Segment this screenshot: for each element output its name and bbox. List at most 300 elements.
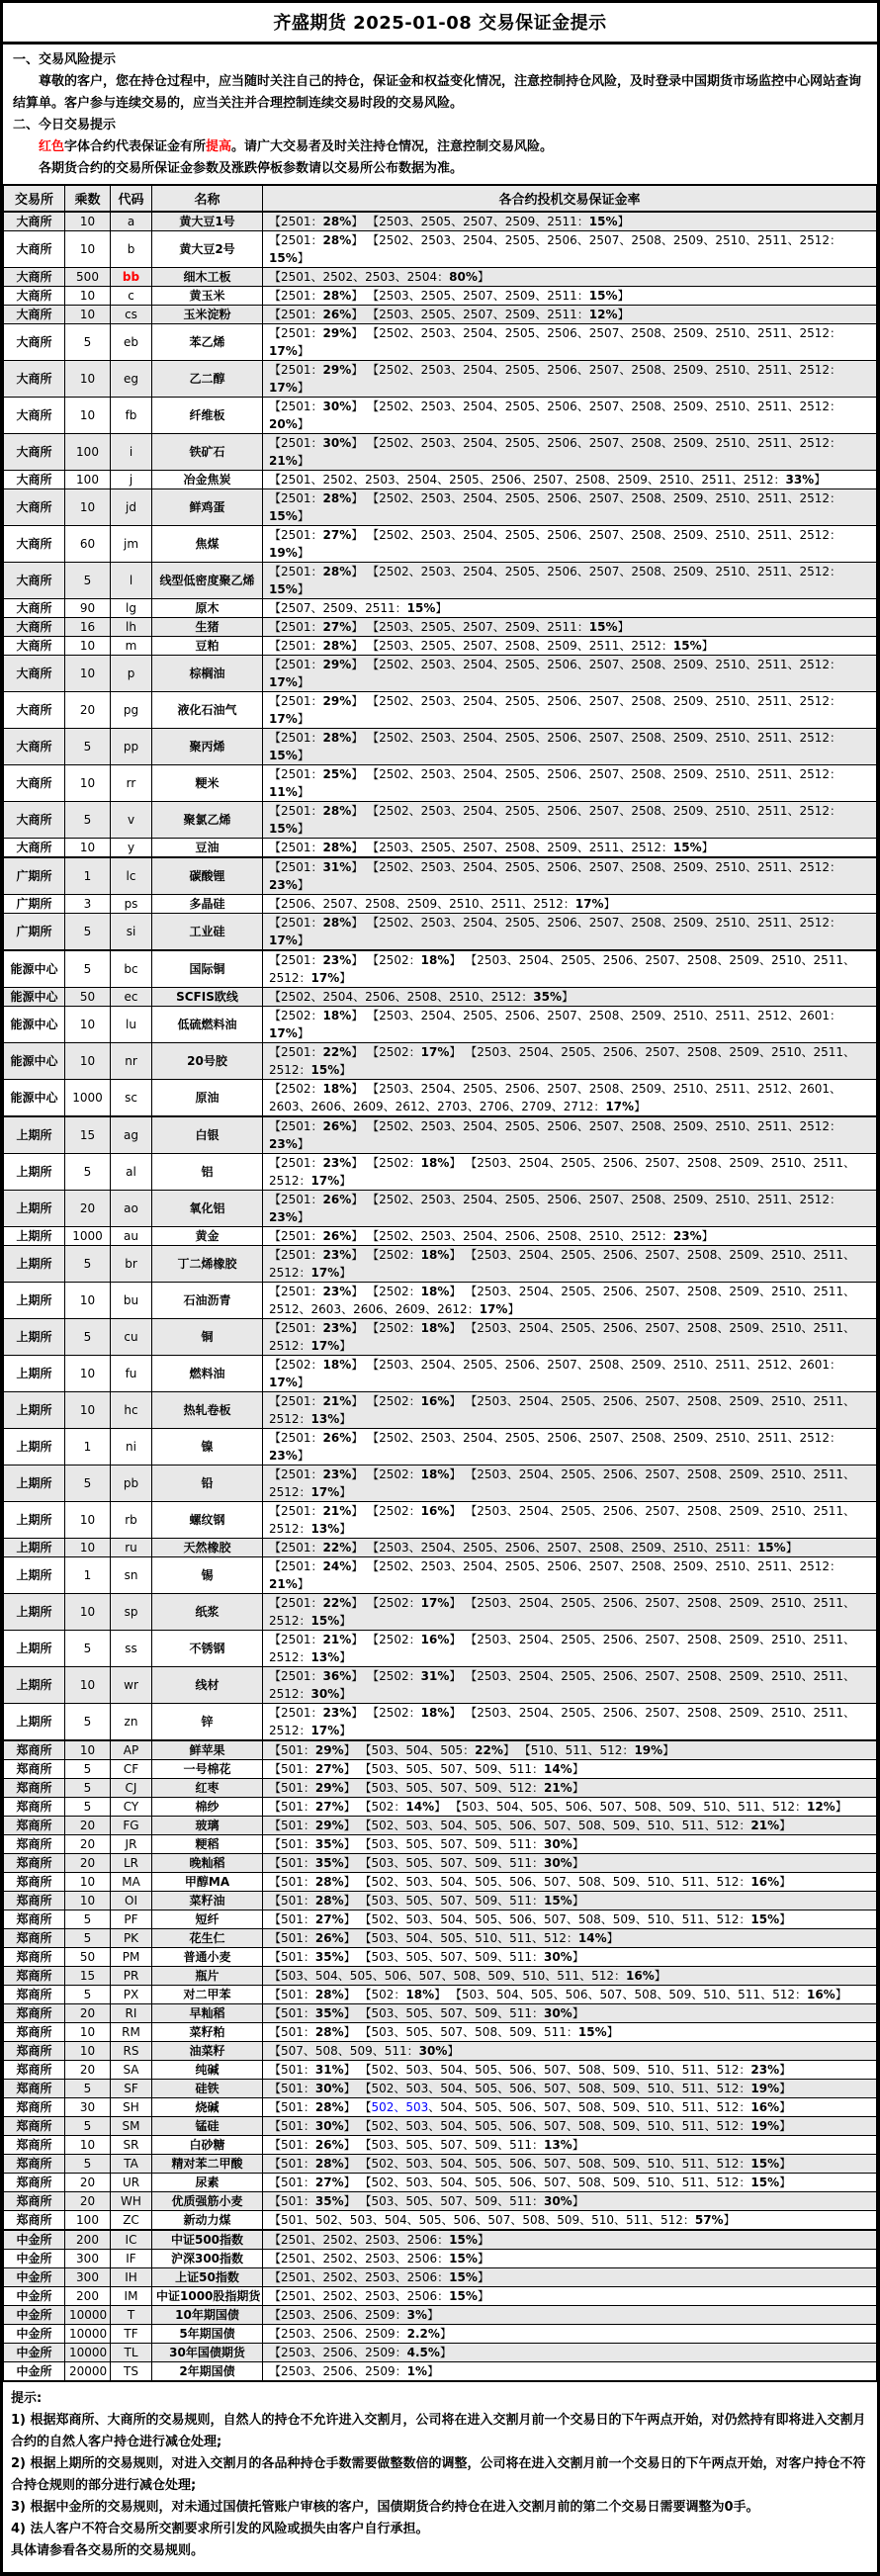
cell-margin-rates: 【2501：28%】 【2502、2503、2504、2505、2506、2507、2508、2509、2510、2511、2512：15%】 <box>263 563 877 599</box>
table-row <box>4 2287 877 2306</box>
cell-multiplier: 20 <box>65 2061 111 2080</box>
table-row <box>4 2080 877 2098</box>
footer-line: 4) 法人客户不符合交易所交割要求所引发的风险或损失由客户自行承担。 <box>11 2522 429 2536</box>
cell-code: PR <box>111 1967 152 1986</box>
red-word: 红色 <box>39 139 65 154</box>
cell-code: TF <box>111 2325 152 2344</box>
cell-margin-rates: 【2501：26%】 【2502、2503、2504、2505、2506、2507、2508、2509、2510、2511、2512：23%】 <box>263 1116 877 1154</box>
cell-name: 棉纱 <box>152 1798 263 1817</box>
cell-exchange: 能源中心 <box>4 1043 65 1080</box>
table-row <box>4 287 877 306</box>
cell-exchange: 大商所 <box>4 212 65 231</box>
table-row <box>4 1319 877 1356</box>
table-row <box>4 2023 877 2042</box>
cell-exchange: 上期所 <box>4 1594 65 1631</box>
cell-exchange: 郑商所 <box>4 2080 65 2098</box>
cell-exchange: 郑商所 <box>4 1854 65 1873</box>
table-row <box>4 1246 877 1283</box>
margin-table <box>3 184 877 2382</box>
table-row <box>4 2325 877 2344</box>
footer-line: 提示: <box>11 2391 43 2406</box>
cell-name: 黄玉米 <box>152 287 263 306</box>
cell-margin-rates: 【2501：28%】 【2503、2505、2507、2508、2509、2511、2512：15%】 <box>263 637 877 656</box>
cell-margin-rates: 【2501：21%】 【2502：16%】 【2503、2504、2505、2506、2507、2508、2509、2510、2511、2512：13%】 <box>263 1392 877 1429</box>
cell-multiplier: 10 <box>65 1667 111 1704</box>
cell-margin-rates: 【501：31%】 【502、503、504、505、506、507、508、509、510、511、512：23%】 <box>263 2061 877 2080</box>
cell-multiplier: 5 <box>65 1154 111 1191</box>
table-row <box>4 471 877 489</box>
cell-code: CJ <box>111 1779 152 1798</box>
table-row <box>4 563 877 599</box>
cell-margin-rates: 【2501、2502、2503、2506：15%】 <box>263 2250 877 2268</box>
cell-code: SF <box>111 2080 152 2098</box>
cell-name: 烧碱 <box>152 2098 263 2117</box>
cell-margin-rates: 【2501：26%】 【2502、2503、2504、2506、2508、2510、2512：23%】 <box>263 1227 877 1246</box>
cell-margin-rates: 【2502、2504、2506、2508、2510、2512：35%】 <box>263 988 877 1007</box>
cell-name: 中证500指数 <box>152 2230 263 2250</box>
col-header-margin-rates: 各合约投机交易保证金率 <box>263 185 877 212</box>
cell-code: sp <box>111 1594 152 1631</box>
cell-multiplier: 20 <box>65 1817 111 1835</box>
col-header-code: 代码 <box>111 185 152 212</box>
cell-name: 聚氯乙烯 <box>152 802 263 839</box>
cell-name: 锌 <box>152 1704 263 1741</box>
cell-name: 纯碱 <box>152 2061 263 2080</box>
col-header-multiplier: 乘数 <box>65 185 111 212</box>
cell-name: 早籼稻 <box>152 2004 263 2023</box>
table-row <box>4 2061 877 2080</box>
cell-multiplier: 10 <box>65 1892 111 1910</box>
table-row <box>4 1854 877 1873</box>
cell-exchange: 大商所 <box>4 637 65 656</box>
cell-name: 工业硅 <box>152 914 263 951</box>
cell-exchange: 能源中心 <box>4 950 65 988</box>
cell-code: SM <box>111 2117 152 2136</box>
cell-code: TS <box>111 2362 152 2382</box>
cell-name: 优质强筋小麦 <box>152 2192 263 2211</box>
cell-margin-rates: 【2502：18%】 【2503、2504、2505、2506、2507、2508、2509、2510、2511、2512、2601：17%】 <box>263 1007 877 1043</box>
cell-multiplier: 1000 <box>65 1080 111 1117</box>
cell-multiplier: 10 <box>65 1356 111 1392</box>
table-row <box>4 361 877 398</box>
cell-code: fb <box>111 398 152 434</box>
cell-name: 液化石油气 <box>152 692 263 729</box>
cell-exchange: 郑商所 <box>4 1817 65 1835</box>
cell-exchange: 郑商所 <box>4 1835 65 1854</box>
cell-margin-rates: 【501：30%】 【502、503、504、505、506、507、508、509、510、511、512：19%】 <box>263 2080 877 2098</box>
cell-exchange: 上期所 <box>4 1227 65 1246</box>
cell-exchange: 郑商所 <box>4 1760 65 1779</box>
cell-exchange: 上期所 <box>4 1631 65 1667</box>
cell-margin-rates: 【2501：36%】 【2502：31%】 【2503、2504、2505、2506、2507、2508、2509、2510、2511、2512：30%】 <box>263 1667 877 1704</box>
cell-name: 燃料油 <box>152 1356 263 1392</box>
cell-multiplier: 10000 <box>65 2325 111 2344</box>
cell-multiplier: 10000 <box>65 2306 111 2325</box>
cell-margin-rates: 【2501：29%】 【2502、2503、2504、2505、2506、2507、2508、2509、2510、2511、2512：17%】 <box>263 361 877 398</box>
cell-name: 黄金 <box>152 1227 263 1246</box>
today-highlight-line <box>13 136 867 158</box>
cell-exchange: 郑商所 <box>4 1929 65 1948</box>
cell-name: 纤维板 <box>152 398 263 434</box>
cell-code: lc <box>111 857 152 895</box>
cell-exchange: 中金所 <box>4 2250 65 2268</box>
footer-notes <box>3 2382 877 2572</box>
cell-code: bu <box>111 1283 152 1319</box>
cell-multiplier: 5 <box>65 729 111 765</box>
cell-exchange: 郑商所 <box>4 2117 65 2136</box>
cell-name: 白砂糖 <box>152 2136 263 2155</box>
cell-multiplier: 15 <box>65 1967 111 1986</box>
cell-name: 线型低密度聚乙烯 <box>152 563 263 599</box>
cell-multiplier: 10 <box>65 1539 111 1557</box>
table-row <box>4 1080 877 1117</box>
cell-multiplier: 5 <box>65 2080 111 2098</box>
cell-multiplier: 100 <box>65 2211 111 2231</box>
cell-exchange: 上期所 <box>4 1704 65 1741</box>
cell-margin-rates: 【501：35%】 【503、505、507、509、511：30%】 <box>263 2192 877 2211</box>
cell-name: 天然橡胶 <box>152 1539 263 1557</box>
cell-exchange: 郑商所 <box>4 2192 65 2211</box>
cell-multiplier: 10 <box>65 212 111 231</box>
cell-multiplier: 10 <box>65 1392 111 1429</box>
cell-name: 多晶硅 <box>152 895 263 914</box>
cell-multiplier: 5 <box>65 950 111 988</box>
cell-margin-rates: 【2501、2502、2503、2506：15%】 <box>263 2230 877 2250</box>
cell-code: lu <box>111 1007 152 1043</box>
cell-exchange: 上期所 <box>4 1319 65 1356</box>
cell-exchange: 郑商所 <box>4 1740 65 1760</box>
cell-code: al <box>111 1154 152 1191</box>
table-row <box>4 2268 877 2287</box>
table-row <box>4 1667 877 1704</box>
cell-exchange: 郑商所 <box>4 1798 65 1817</box>
cell-code: rr <box>111 765 152 802</box>
table-row <box>4 306 877 324</box>
cell-code: CF <box>111 1760 152 1779</box>
cell-multiplier: 10 <box>65 1873 111 1892</box>
cell-name: 铝 <box>152 1154 263 1191</box>
cell-name: 棕榈油 <box>152 656 263 692</box>
cell-multiplier: 5 <box>65 2155 111 2174</box>
cell-margin-rates: 【2501：23%】 【2502：18%】 【2503、2504、2505、2506、2507、2508、2509、2510、2511、2512、2603、2606、2609、2612：17%】 <box>263 1283 877 1319</box>
highlight-rest-text: 。请广大交易者及时关注持仓情况，注意控制交易风险。 <box>231 139 554 154</box>
cell-multiplier: 5 <box>65 1631 111 1667</box>
cell-margin-rates: 【2501：23%】 【2502：18%】 【2503、2504、2505、2506、2507、2508、2509、2510、2511、2512：17%】 <box>263 1319 877 1356</box>
cell-code: pp <box>111 729 152 765</box>
cell-multiplier: 10 <box>65 2042 111 2061</box>
cell-exchange: 大商所 <box>4 306 65 324</box>
cell-margin-rates: 【2501：24%】 【2502、2503、2504、2505、2506、2507、2508、2509、2510、2511、2512：21%】 <box>263 1557 877 1594</box>
table-row <box>4 231 877 268</box>
cell-name: 热轧卷板 <box>152 1392 263 1429</box>
cell-multiplier: 5 <box>65 1798 111 1817</box>
cell-name: 2年期国债 <box>152 2362 263 2382</box>
table-header-row <box>4 185 877 212</box>
cell-code: ec <box>111 988 152 1007</box>
cell-multiplier: 500 <box>65 268 111 287</box>
cell-margin-rates: 【2501：23%】 【2502：18%】 【2503、2504、2505、2506、2507、2508、2509、2510、2511、2512：17%】 <box>263 950 877 988</box>
cell-margin-rates: 【2501：26%】 【2502、2503、2504、2505、2506、2507、2508、2509、2510、2511、2512：23%】 <box>263 1429 877 1466</box>
cell-name: 氧化铝 <box>152 1191 263 1227</box>
cell-exchange: 大商所 <box>4 563 65 599</box>
cell-margin-rates: 【2501：28%】 【2503、2505、2507、2509、2511：15%】 <box>263 287 877 306</box>
cell-code: RM <box>111 2023 152 2042</box>
cell-code: TA <box>111 2155 152 2174</box>
cell-margin-rates: 【501、502、503、504、505、506、507、508、509、510、511、512：57%】 <box>263 2211 877 2231</box>
cell-exchange: 能源中心 <box>4 1080 65 1117</box>
cell-margin-rates: 【501：27%】 【502、503、504、505、506、507、508、509、510、511、512：15%】 <box>263 1910 877 1929</box>
table-row <box>4 2230 877 2250</box>
table-row <box>4 212 877 231</box>
table-row <box>4 526 877 563</box>
cell-multiplier: 10000 <box>65 2344 111 2362</box>
cell-name: 精对苯二甲酸 <box>152 2155 263 2174</box>
cell-exchange: 上期所 <box>4 1667 65 1704</box>
table-row <box>4 1154 877 1191</box>
cell-code: IH <box>111 2268 152 2287</box>
cell-name: 对二甲苯 <box>152 1986 263 2004</box>
cell-name: 生猪 <box>152 618 263 637</box>
cell-exchange: 广期所 <box>4 895 65 914</box>
table-row <box>4 324 877 361</box>
cell-exchange: 郑商所 <box>4 1779 65 1798</box>
cell-name: 豆油 <box>152 839 263 858</box>
cell-code: FG <box>111 1817 152 1835</box>
cell-code: jd <box>111 489 152 526</box>
cell-multiplier: 10 <box>65 765 111 802</box>
cell-exchange: 上期所 <box>4 1283 65 1319</box>
cell-multiplier: 5 <box>65 1760 111 1779</box>
cell-multiplier: 200 <box>65 2230 111 2250</box>
cell-exchange: 能源中心 <box>4 988 65 1007</box>
table-row <box>4 2250 877 2268</box>
table-row <box>4 1356 877 1392</box>
cell-name: 黄大豆2号 <box>152 231 263 268</box>
cell-multiplier: 100 <box>65 471 111 489</box>
cell-margin-rates: 【2501：22%】 【2502：17%】 【2503、2504、2505、2506、2507、2508、2509、2510、2511、2512：15%】 <box>263 1043 877 1080</box>
cell-multiplier: 20 <box>65 692 111 729</box>
cell-multiplier: 90 <box>65 599 111 618</box>
cell-code: cu <box>111 1319 152 1356</box>
cell-name: 玻璃 <box>152 1817 263 1835</box>
cell-name: 碳酸锂 <box>152 857 263 895</box>
cell-name: 国际铜 <box>152 950 263 988</box>
cell-margin-rates: 【2501：29%】 【2502、2503、2504、2505、2506、2507、2508、2509、2510、2511、2512：17%】 <box>263 324 877 361</box>
cell-exchange: 大商所 <box>4 324 65 361</box>
cell-code: rb <box>111 1502 152 1539</box>
table-row <box>4 1429 877 1466</box>
cell-code: RI <box>111 2004 152 2023</box>
cell-code: PK <box>111 1929 152 1948</box>
cell-code: PX <box>111 1986 152 2004</box>
cell-exchange: 上期所 <box>4 1154 65 1191</box>
cell-exchange: 中金所 <box>4 2362 65 2382</box>
cell-code: UR <box>111 2174 152 2192</box>
cell-name: 细木工板 <box>152 268 263 287</box>
cell-name: 线材 <box>152 1667 263 1704</box>
table-row <box>4 398 877 434</box>
cell-name: 丁二烯橡胶 <box>152 1246 263 1283</box>
table-row <box>4 2344 877 2362</box>
cell-name: 鲜鸡蛋 <box>152 489 263 526</box>
cell-multiplier: 10 <box>65 839 111 858</box>
table-row <box>4 988 877 1007</box>
cell-name: 原木 <box>152 599 263 618</box>
table-row <box>4 1704 877 1741</box>
table-row <box>4 1948 877 1967</box>
cell-multiplier: 10 <box>65 656 111 692</box>
cell-code: l <box>111 563 152 599</box>
cell-name: 20号胶 <box>152 1043 263 1080</box>
cell-multiplier: 5 <box>65 1910 111 1929</box>
cell-code: ss <box>111 1631 152 1667</box>
cell-exchange: 能源中心 <box>4 1007 65 1043</box>
cell-margin-rates: 【2502：18%】 【2503、2504、2505、2506、2507、2508、2509、2510、2511、2512、2601、2603、2606、2609、2612、2703、2706、2709、2712：17%】 <box>263 1080 877 1117</box>
cell-code: a <box>111 212 152 231</box>
table-row <box>4 1283 877 1319</box>
cell-multiplier: 10 <box>65 637 111 656</box>
table-row <box>4 637 877 656</box>
cell-margin-rates: 【2501、2502、2503、2506：15%】 <box>263 2287 877 2306</box>
cell-multiplier: 60 <box>65 526 111 563</box>
cell-margin-rates: 【2501：28%】 【2503、2505、2507、2508、2509、2511、2512：15%】 <box>263 839 877 858</box>
cell-code: ag <box>111 1116 152 1154</box>
cell-name: 螺纹钢 <box>152 1502 263 1539</box>
cell-name: 锰硅 <box>152 2117 263 2136</box>
cell-margin-rates: 【2501：23%】 【2502：18%】 【2503、2504、2505、2506、2507、2508、2509、2510、2511、2512：17%】 <box>263 1466 877 1502</box>
cell-margin-rates: 【2507、2509、2511：15%】 <box>263 599 877 618</box>
cell-name: 硅铁 <box>152 2080 263 2098</box>
cell-multiplier: 5 <box>65 1246 111 1283</box>
cell-name: 粳米 <box>152 765 263 802</box>
cell-exchange: 大商所 <box>4 268 65 287</box>
cell-multiplier: 1 <box>65 857 111 895</box>
cell-margin-rates: 【501：28%】 【503、505、507、508、509、511：15%】 <box>263 2023 877 2042</box>
cell-exchange: 大商所 <box>4 489 65 526</box>
cell-multiplier: 10 <box>65 1283 111 1319</box>
cell-margin-rates: 【2501：26%】 【2502、2503、2504、2505、2506、2507、2508、2509、2510、2511、2512：23%】 <box>263 1191 877 1227</box>
table-row <box>4 1007 877 1043</box>
cell-margin-rates: 【507、508、509、511：30%】 <box>263 2042 877 2061</box>
cell-exchange: 郑商所 <box>4 2211 65 2231</box>
cell-multiplier: 50 <box>65 1948 111 1967</box>
table-row <box>4 2362 877 2382</box>
cell-exchange: 郑商所 <box>4 2061 65 2080</box>
cell-name: SCFIS欧线 <box>152 988 263 1007</box>
cell-exchange: 上期所 <box>4 1392 65 1429</box>
cell-multiplier: 10 <box>65 1502 111 1539</box>
cell-margin-rates: 【2501：28%】 【2502、2503、2504、2505、2506、2507、2508、2509、2510、2511、2512：15%】 <box>263 729 877 765</box>
cell-code: bc <box>111 950 152 988</box>
cell-code: SH <box>111 2098 152 2117</box>
table-row <box>4 802 877 839</box>
cell-exchange: 郑商所 <box>4 1892 65 1910</box>
cell-margin-rates: 【2501：25%】 【2502、2503、2504、2505、2506、2507、2508、2509、2510、2511、2512：11%】 <box>263 765 877 802</box>
footer-line: 3) 根据中金所的交易规则，对未通过国债托管账户审核的客户，国债期货合约持仓在进入交割月前的第二个交易日需要调整为0手。 <box>11 2500 759 2515</box>
cell-multiplier: 15 <box>65 1116 111 1154</box>
cell-multiplier: 5 <box>65 1704 111 1741</box>
cell-code: hc <box>111 1392 152 1429</box>
table-row <box>4 618 877 637</box>
cell-name: 低硫燃料油 <box>152 1007 263 1043</box>
cell-exchange: 中金所 <box>4 2268 65 2287</box>
cell-margin-rates: 【501：29%】 【502、503、504、505、506、507、508、509、510、511、512：21%】 <box>263 1817 877 1835</box>
cell-code: PM <box>111 1948 152 1967</box>
table-row <box>4 692 877 729</box>
cell-exchange: 大商所 <box>4 398 65 434</box>
cell-code: lh <box>111 618 152 637</box>
cell-margin-rates: 【501：30%】 【502、503、504、505、506、507、508、509、510、511、512：19%】 <box>263 2117 877 2136</box>
cell-code: y <box>111 839 152 858</box>
footer-line: 2) 根据上期所的交易规则，对进入交割月的各品种持仓手数需要做整数倍的调整，公司将在进入交割月前一个交易日的下午两点开始，对客户持仓不符合持仓规则的部分进行减仓处理; <box>11 2456 866 2493</box>
cell-multiplier: 5 <box>65 1986 111 2004</box>
cell-multiplier: 50 <box>65 988 111 1007</box>
cell-margin-rates: 【2501：28%】 【2503、2505、2507、2509、2511：15%】 <box>263 212 877 231</box>
table-row <box>4 914 877 951</box>
table-row <box>4 1392 877 1429</box>
cell-margin-rates: 【501：28%】 【502、503、504、505、506、507、508、509、510、511、512：15%】 <box>263 2155 877 2174</box>
cell-name: 石油沥青 <box>152 1283 263 1319</box>
cell-multiplier: 10 <box>65 1043 111 1080</box>
cell-exchange: 中金所 <box>4 2230 65 2250</box>
cell-code: IF <box>111 2250 152 2268</box>
cell-margin-rates: 【2501、2502、2503、2504：80%】 <box>263 268 877 287</box>
cell-exchange: 大商所 <box>4 471 65 489</box>
cell-multiplier: 5 <box>65 324 111 361</box>
cell-code: i <box>111 434 152 471</box>
cell-multiplier: 10 <box>65 489 111 526</box>
cell-exchange: 中金所 <box>4 2325 65 2344</box>
table-row <box>4 1043 877 1080</box>
cell-multiplier: 5 <box>65 2117 111 2136</box>
cell-multiplier: 5 <box>65 802 111 839</box>
col-header-exchange: 交易所 <box>4 185 65 212</box>
table-row <box>4 489 877 526</box>
exchange-param-line: 各期货合约的交易所保证金参数及涨跌停板参数请以交易所公布数据为准。 <box>39 161 464 176</box>
cell-code: p <box>111 656 152 692</box>
table-row <box>4 1191 877 1227</box>
cell-margin-rates: 【2501：23%】 【2502：18%】 【2503、2504、2505、2506、2507、2508、2509、2510、2511、2512：17%】 <box>263 1154 877 1191</box>
cell-multiplier: 5 <box>65 914 111 951</box>
table-row <box>4 857 877 895</box>
cell-name: 不锈钢 <box>152 1631 263 1667</box>
cell-name: 菜籽粕 <box>152 2023 263 2042</box>
cell-exchange: 上期所 <box>4 1246 65 1283</box>
cell-margin-rates: 【2503、2506、2509：4.5%】 <box>263 2344 877 2362</box>
raise-word: 提高 <box>206 139 232 154</box>
highlight-mid-text: 字体合约代表保证金有所 <box>64 139 207 154</box>
cell-code: j <box>111 471 152 489</box>
table-row <box>4 1760 877 1779</box>
cell-multiplier: 10 <box>65 398 111 434</box>
cell-exchange: 郑商所 <box>4 2098 65 2117</box>
cell-multiplier: 20 <box>65 1835 111 1854</box>
table-row <box>4 2306 877 2325</box>
cell-name: 聚丙烯 <box>152 729 263 765</box>
cell-multiplier: 5 <box>65 563 111 599</box>
table-row <box>4 1986 877 2004</box>
cell-exchange: 上期所 <box>4 1557 65 1594</box>
cell-name: 花生仁 <box>152 1929 263 1948</box>
cell-exchange: 大商所 <box>4 434 65 471</box>
cell-exchange: 上期所 <box>4 1466 65 1502</box>
table-row <box>4 434 877 471</box>
cell-multiplier: 20 <box>65 2192 111 2211</box>
cell-name: 一号棉花 <box>152 1760 263 1779</box>
cell-margin-rates: 【2501：22%】 【2502：17%】 【2503、2504、2505、2506、2507、2508、2509、2510、2511、2512：15%】 <box>263 1594 877 1631</box>
cell-code: sn <box>111 1557 152 1594</box>
cell-multiplier: 10 <box>65 1007 111 1043</box>
